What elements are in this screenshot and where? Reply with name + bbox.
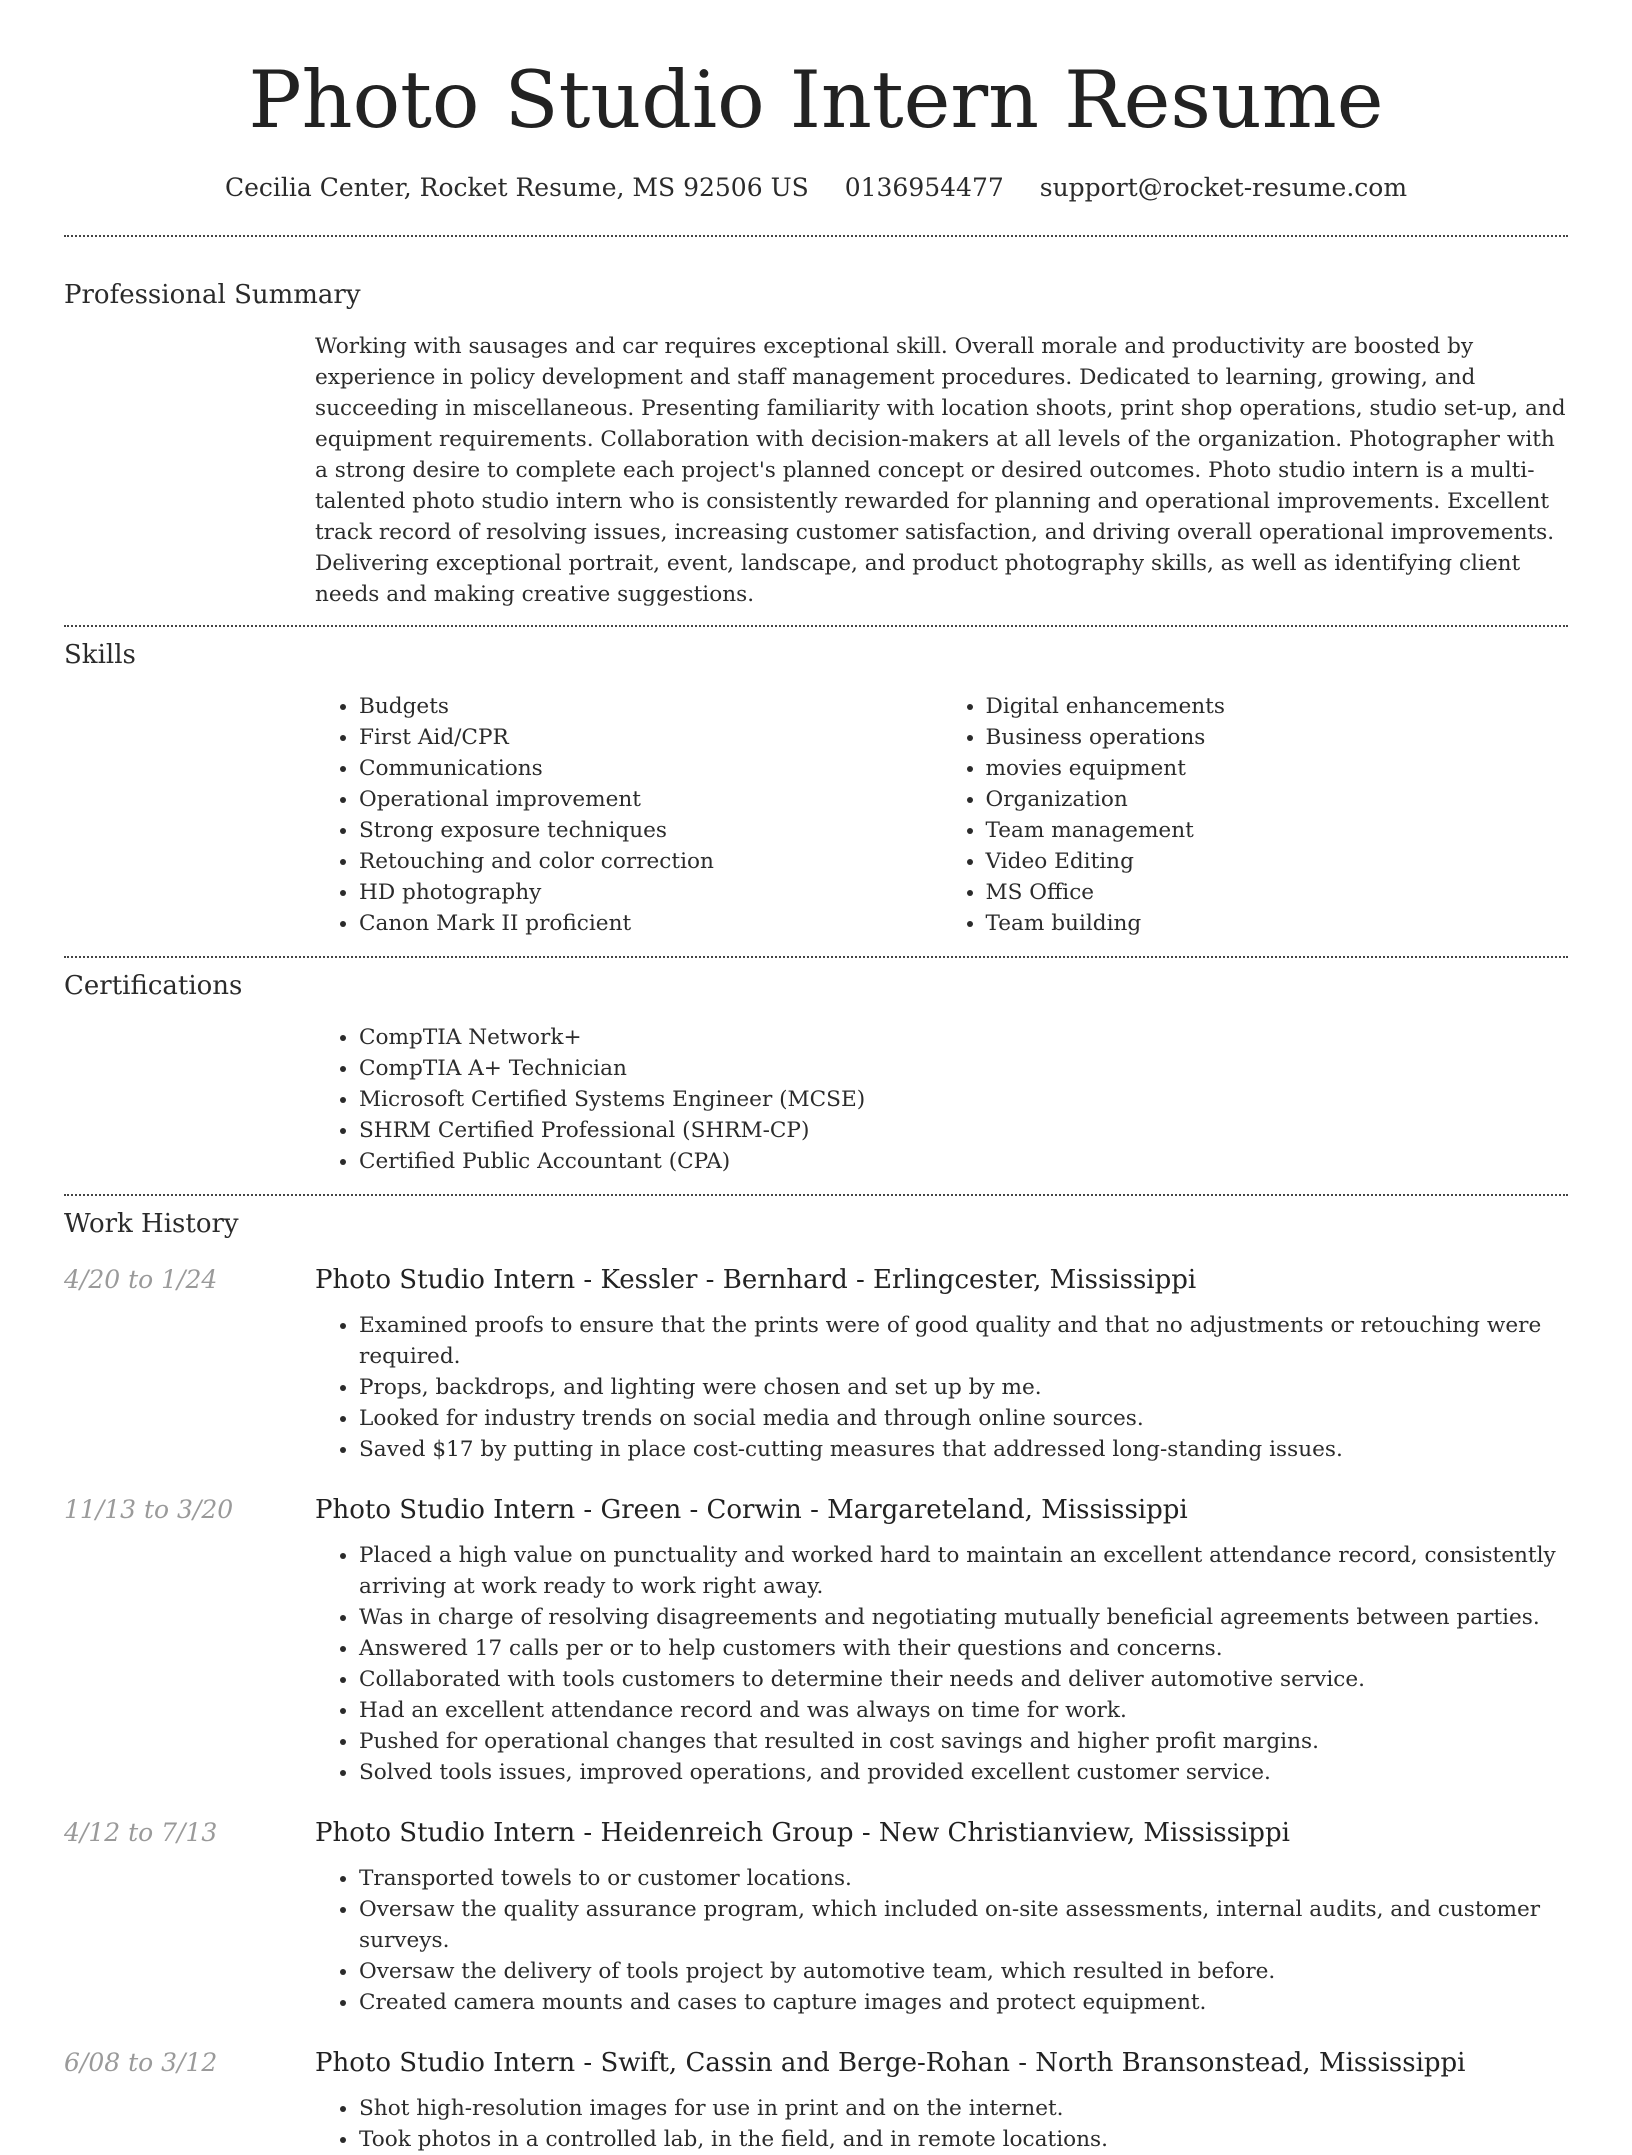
skill-item: • Team management (986, 815, 1569, 846)
job-bullet: • Collaborated with tools customers to determine their needs and deliver automotive service. (359, 1664, 1568, 1695)
job-entry (64, 1815, 1568, 2018)
job-bullets (315, 2093, 1568, 2155)
job-dates: 4/20 to 1/24 (64, 1265, 218, 1294)
certification-item: • Microsoft Certified Systems Engineer (MCSE) (359, 1084, 1568, 1115)
job-dates: 6/08 to 3/12 (64, 2048, 218, 2077)
section-divider (64, 1194, 1568, 1196)
skills-list (315, 691, 1568, 939)
job-entry (64, 1262, 1568, 1465)
job-bullet: • Answered 17 calls per or to help customers with their questions and concerns. (359, 1633, 1568, 1664)
contact-phone: 0136954477 (844, 173, 1004, 202)
skill-item: • movies equipment (986, 753, 1569, 784)
job-bullet: • Shot high-resolution images for use in print and on the internet. (359, 2093, 1568, 2124)
skill-item: • Operational improvement (359, 784, 942, 815)
skills-column-right (942, 691, 1569, 939)
section-divider (64, 956, 1568, 958)
job-dates: 11/13 to 3/20 (64, 1495, 234, 1524)
certification-item: • SHRM Certified Professional (SHRM-CP) (359, 1115, 1568, 1146)
skill-item: • HD photography (359, 877, 942, 908)
job-bullets (315, 1540, 1568, 1788)
skill-item: • Canon Mark II proficient (359, 908, 942, 939)
section-title-work-history: Work History (64, 1209, 239, 1239)
job-bullet: • Oversaw the delivery of tools project by automotive team, which resulted in before. (359, 1956, 1568, 1987)
certifications-list (315, 1022, 1568, 1177)
job-title: Photo Studio Intern - Kessler - Bernhard - Erlingcester, Mississippi (315, 1265, 1197, 1295)
job-bullet: • Transported towels to or customer locations. (359, 1863, 1568, 1894)
skill-item: • Communications (359, 753, 942, 784)
contact-address: Cecilia Center, Rocket Resume, MS 92506 US (224, 173, 809, 202)
skills-column-left (315, 691, 942, 939)
skill-item: • Video Editing (986, 846, 1569, 877)
resume-page (64, 0, 1568, 2155)
skill-item: • MS Office (986, 877, 1569, 908)
job-entry (64, 1492, 1568, 1788)
section-title-summary: Professional Summary (64, 280, 361, 310)
job-bullets (315, 1863, 1568, 2018)
job-bullet: • Created camera mounts and cases to capture images and protect equipment. (359, 1987, 1568, 2018)
certifications-body (315, 1022, 1568, 1177)
skill-item: • Organization (986, 784, 1569, 815)
skill-item: • Business operations (986, 722, 1569, 753)
section-divider (64, 235, 1568, 237)
skill-item: • First Aid/CPR (359, 722, 942, 753)
job-bullet: • Pushed for operational changes that resulted in cost savings and higher profit margins. (359, 1726, 1568, 1757)
job-title: Photo Studio Intern - Swift, Cassin and Berge-Rohan - North Bransonstead, Mississippi (315, 2048, 1466, 2078)
skill-item: • Budgets (359, 691, 942, 722)
resume-title: Photo Studio Intern Resume (248, 54, 1384, 146)
job-bullet: • Oversaw the quality assurance program, which included on-site assessments, internal audits, and customer surveys. (359, 1894, 1568, 1956)
job-bullet: • Had an excellent attendance record and was always on time for work. (359, 1695, 1568, 1726)
job-entry (64, 2045, 1568, 2155)
job-dates: 4/12 to 7/13 (64, 1818, 218, 1847)
job-bullets (315, 1310, 1568, 1465)
job-title: Photo Studio Intern - Heidenreich Group - New Christianview, Mississippi (315, 1818, 1290, 1848)
certification-item: • CompTIA Network+ (359, 1022, 1568, 1053)
job-bullet: • Looked for industry trends on social media and through online sources. (359, 1403, 1568, 1434)
job-bullet: • Examined proofs to ensure that the prints were of good quality and that no adjustments or retouching were required. (359, 1310, 1568, 1372)
job-bullet: • Props, backdrops, and lighting were chosen and set up by me. (359, 1372, 1568, 1403)
section-title-certifications: Certifications (64, 971, 243, 1001)
section-divider (64, 625, 1568, 627)
job-bullet: • Saved $17 by putting in place cost-cutting measures that addressed long-standing issues. (359, 1434, 1568, 1465)
job-bullet: • Was in charge of resolving disagreements and negotiating mutually beneficial agreements between parties. (359, 1602, 1568, 1633)
certification-item: • Certified Public Accountant (CPA) (359, 1146, 1568, 1177)
summary-body (315, 331, 1568, 610)
skill-item: • Retouching and color correction (359, 846, 942, 877)
skill-item: • Strong exposure techniques (359, 815, 942, 846)
contact-email: support@rocket-resume.com (1039, 173, 1408, 202)
job-bullet: • Solved tools issues, improved operations, and provided excellent customer service. (359, 1757, 1568, 1788)
summary-text: Working with sausages and car requires exceptional skill. Overall morale and productivity are boosted by experience in policy development and staff management procedures. Dedicated to learning, growing, and succeeding in miscellaneous. Presenting familiarity with location shoots, print shop operations, studio set-up, and equipment requirements. Collaboration with decision-makers at all levels of the organization. Photographer with a strong desire to complete each project's planned concept or desired outcomes. Photo studio intern is a multi-talented photo studio intern who is consistently rewarded for planning and operational improvements. Excellent track record of resolving issues, increasing customer satisfaction, and driving overall operational improvements. Delivering exceptional portrait, event, landscape, and product photography skills, as well as identifying client needs and making creative suggestions. (315, 334, 1566, 607)
contact-line (64, 170, 1568, 206)
certification-item: • CompTIA A+ Technician (359, 1053, 1568, 1084)
job-bullet: • Placed a high value on punctuality and worked hard to maintain an excellent attendance record, consistently arriving at work ready to work right away. (359, 1540, 1568, 1602)
job-title: Photo Studio Intern - Green - Corwin - Margareteland, Mississippi (315, 1495, 1188, 1525)
section-title-skills: Skills (64, 640, 136, 670)
job-bullet: • Took photos in a controlled lab, in the field, and in remote locations. (359, 2124, 1568, 2155)
skill-item: • Team building (986, 908, 1569, 939)
skill-item: • Digital enhancements (986, 691, 1569, 722)
